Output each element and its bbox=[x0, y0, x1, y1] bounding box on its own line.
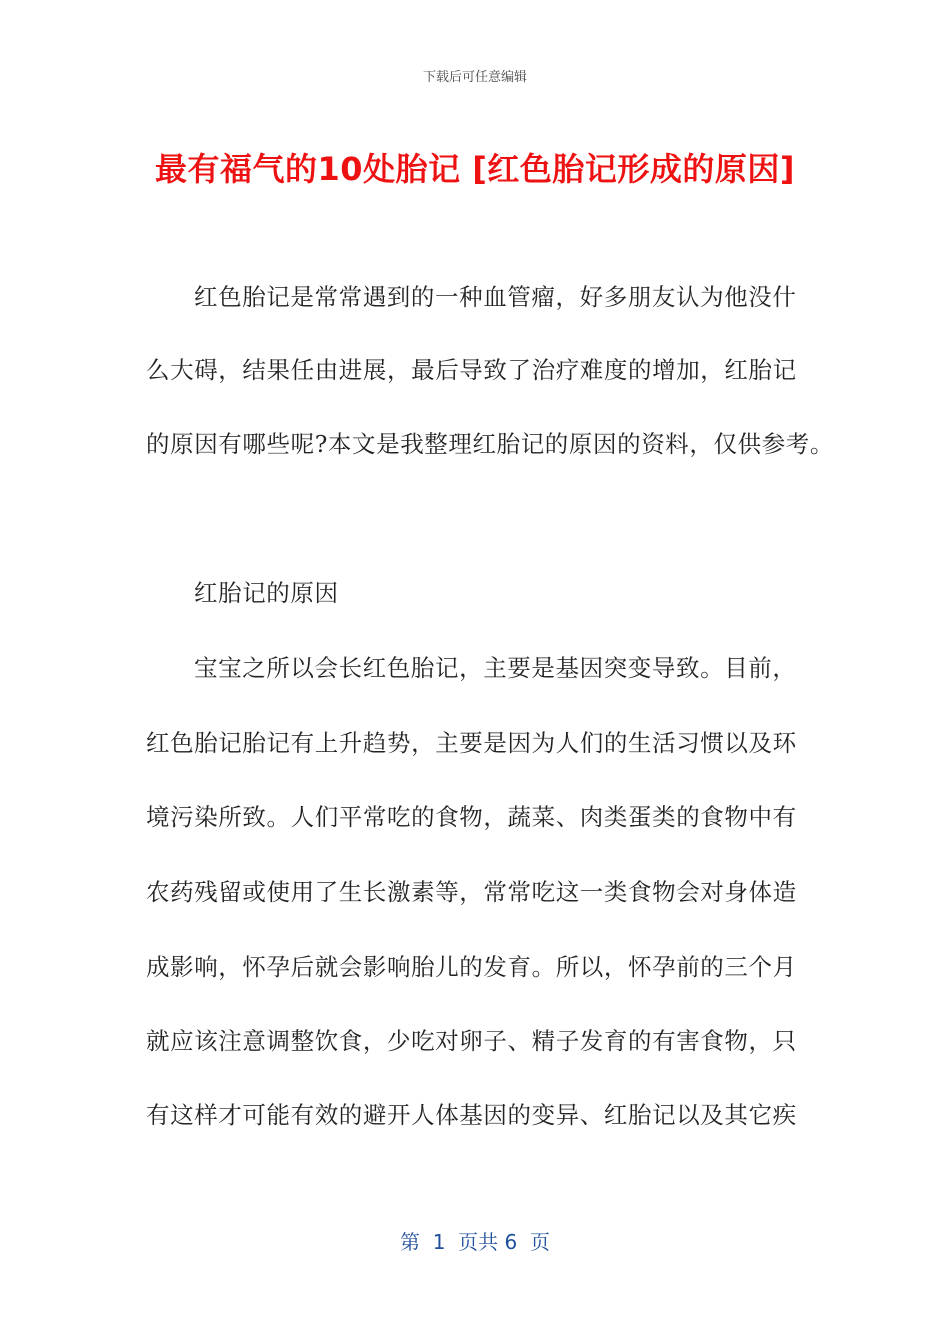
paragraph-2-line-1: 宝宝之所以会长红色胎记，主要是基因突变导致。目前， bbox=[194, 654, 797, 682]
paragraph-1-line-2: 么大碍，结果任由进展，最后导致了治疗难度的增加，红胎记 bbox=[146, 356, 797, 384]
page-number-footer: 第 1 页共 6 页 bbox=[400, 1230, 550, 1254]
paragraph-2-line-2: 红色胎记胎记有上升趋势，主要是因为人们的生活习惯以及环 bbox=[146, 729, 797, 757]
paragraph-2-line-7: 有这样才可能有效的避开人体基因的变异、红胎记以及其它疾 bbox=[146, 1101, 797, 1129]
document-title: 最有福气的10处胎记 [红色胎记形成的原因] bbox=[155, 150, 795, 188]
paragraph-1-line-1: 红色胎记是常常遇到的一种血管瘤，好多朋友认为他没什 bbox=[194, 283, 797, 311]
header-note: 下载后可任意编辑 bbox=[422, 70, 527, 85]
paragraph-2-line-4: 农药残留或使用了生长激素等，常常吃这一类食物会对身体造 bbox=[146, 878, 797, 906]
paragraph-2-line-6: 就应该注意调整饮食，少吃对卵子、精子发育的有害食物，只 bbox=[146, 1027, 797, 1055]
paragraph-2-line-5: 成影响，怀孕后就会影响胎儿的发育。所以，怀孕前的三个月 bbox=[146, 953, 797, 981]
paragraph-2-line-3: 境污染所致。人们平常吃的食物，蔬菜、肉类蛋类的食物中有 bbox=[146, 803, 797, 831]
paragraph-1-line-3: 的原因有哪些呢?本文是我整理红胎记的原因的资料，仅供参考。 bbox=[146, 430, 834, 458]
section-heading: 红胎记的原因 bbox=[194, 579, 339, 607]
